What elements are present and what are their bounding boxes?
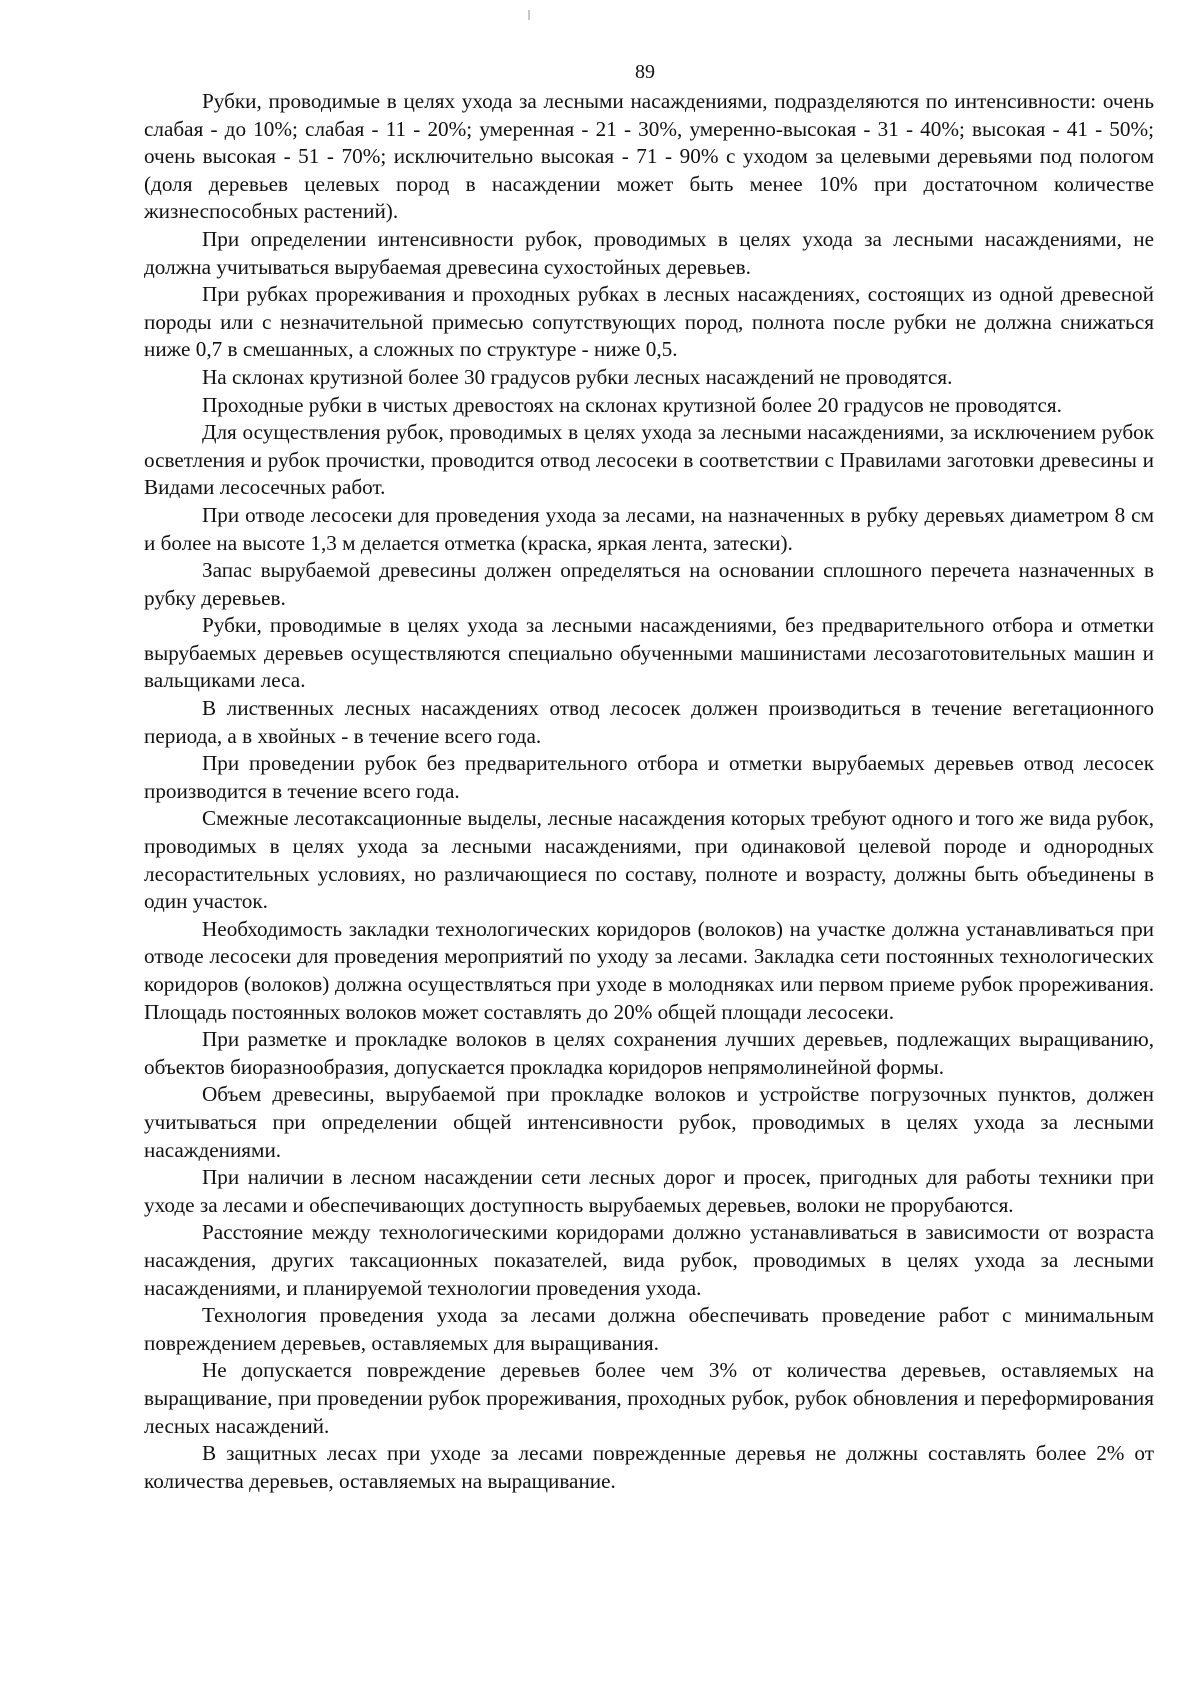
page-number: 89 <box>635 61 655 83</box>
scan-artifact <box>528 10 530 20</box>
paragraph-20: В защитных лесах при уходе за лесами поврежденные деревья не должны составлять более 2% от количества деревьев, оставляемых на выращивание. <box>144 1441 1154 1493</box>
document-body <box>144 88 1154 1495</box>
paragraph-15: Объем древесины, вырубаемой при прокладке волоков и устройстве погрузочных пунктов, должен учитываться при определении общей интенсивности рубок, проводимых в целях ухода за лесными насаждениями. <box>144 1082 1154 1162</box>
paragraph-12: Смежные лесотаксационные выделы, лесные насаждения которых требуют одного и того же вида рубок, проводимых в целях ухода за лесными насаждениями, при одинаковой целевой породе и однородных лесорастительных условиях, но различающиеся по составу, полноте и возрасту, должны быть объединены в один участок. <box>144 806 1154 914</box>
paragraph-17: Расстояние между технологическими коридорами должно устанавливаться в зависимости от возраста насаждения, других таксационных показателей, вида рубок, проводимых в целях ухода за лесными насаждениями, и планируемой технологии проведения ухода. <box>144 1220 1154 1300</box>
paragraph-10: В лиственных лесных насаждениях отвод лесосек должен производиться в течение вегетационного периода, а в хвойных - в течение всего года. <box>144 696 1154 748</box>
paragraph-7: При отводе лесосеки для проведения ухода за лесами, на назначенных в рубку деревьях диаметром 8 см и более на высоте 1,3 м делается отметка (краска, яркая лента, затески). <box>144 502 1154 555</box>
paragraph-14: При разметке и прокладке волоков в целях сохранения лучших деревьев, подлежащих выращиванию, объектов биоразнообразия, допускается прокладка коридоров непрямолинейной формы. <box>144 1027 1154 1079</box>
paragraph-6: Для осуществления рубок, проводимых в целях ухода за лесными насаждениями, за исключением рубок осветления и рубок прочистки, проводится отвод лесосеки в соответствии с Правилами заготовки древесины и Видами лесосечных работ. <box>144 420 1154 500</box>
paragraph-2: При определении интенсивности рубок, проводимых в целях ухода за лесными насаждениями, не должна учитываться вырубаемая древесина сухостойных деревьев. <box>144 226 1154 279</box>
paragraph-16: При наличии в лесном насаждении сети лесных дорог и просек, пригодных для работы техники при уходе за лесами и обеспечивающих доступность вырубаемых деревьев, волоки не прорубаются. <box>144 1165 1154 1217</box>
paragraph-18: Технология проведения ухода за лесами должна обеспечивать проведение работ с минимальным повреждением деревьев, оставляемых для выращивания. <box>144 1303 1154 1355</box>
paragraph-8: Запас вырубаемой древесины должен определяться на основании сплошного перечета назначенных в рубку деревьев. <box>144 558 1154 610</box>
paragraph-11: При проведении рубок без предварительного отбора и отметки вырубаемых деревьев отвод лесосек производится в течение всего года. <box>144 751 1154 803</box>
paragraph-13: Необходимость закладки технологических коридоров (волоков) на участке должна устанавливаться при отводе лесосеки для проведения мероприятий по уходу за лесами. Закладка сети постоянных технологических коридоров (волоков) должна осуществляться при уходе в молодняках или первом приеме рубок прореживания. Площадь постоянных волоков может составлять до 20% общей площади лесосеки. <box>144 916 1154 1024</box>
paragraph-3: При рубках прореживания и проходных рубках в лесных насаждениях, состоящих из одной древесной породы или с незначительной примесью сопутствующих пород, полнота после рубки не должна снижаться ниже 0,7 в смешанных, а сложных по структуре - ниже 0,5. <box>144 282 1154 362</box>
paragraph-1: Рубки, проводимые в целях ухода за лесными насаждениями, подразделяются по интенсивности: очень слабая - до 10%; слабая - 11 - 20%; умеренная - 21 - 30%, умеренно-высокая - 31 - 40%; высокая - 41 - 50%; очень высокая - 51 - 70%; исключительно высокая - 71 - 90% с уходом за целевыми деревьями под пологом (доля деревьев целевых пород в насаждении может быть менее 10% при достаточном количестве жизнеспособных растений). <box>144 89 1154 224</box>
paragraph-19: Не допускается повреждение деревьев более чем 3% от количества деревьев, оставляемых на выращивание, при проведении рубок прореживания, проходных рубок, рубок обновления и переформирования лесных насаждений. <box>144 1358 1154 1438</box>
paragraph-4: На склонах крутизной более 30 градусов рубки лесных насаждений не проводятся. <box>202 364 953 389</box>
paragraph-9: Рубки, проводимые в целях ухода за лесными насаждениями, без предварительного отбора и отметки вырубаемых деревьев осуществляются специально обученными машинистами лесозаготовительных машин и вальщиками леса. <box>144 613 1154 693</box>
paragraph-5: Проходные рубки в чистых древостоях на склонах крутизной более 20 градусов не проводятся. <box>202 392 1062 417</box>
